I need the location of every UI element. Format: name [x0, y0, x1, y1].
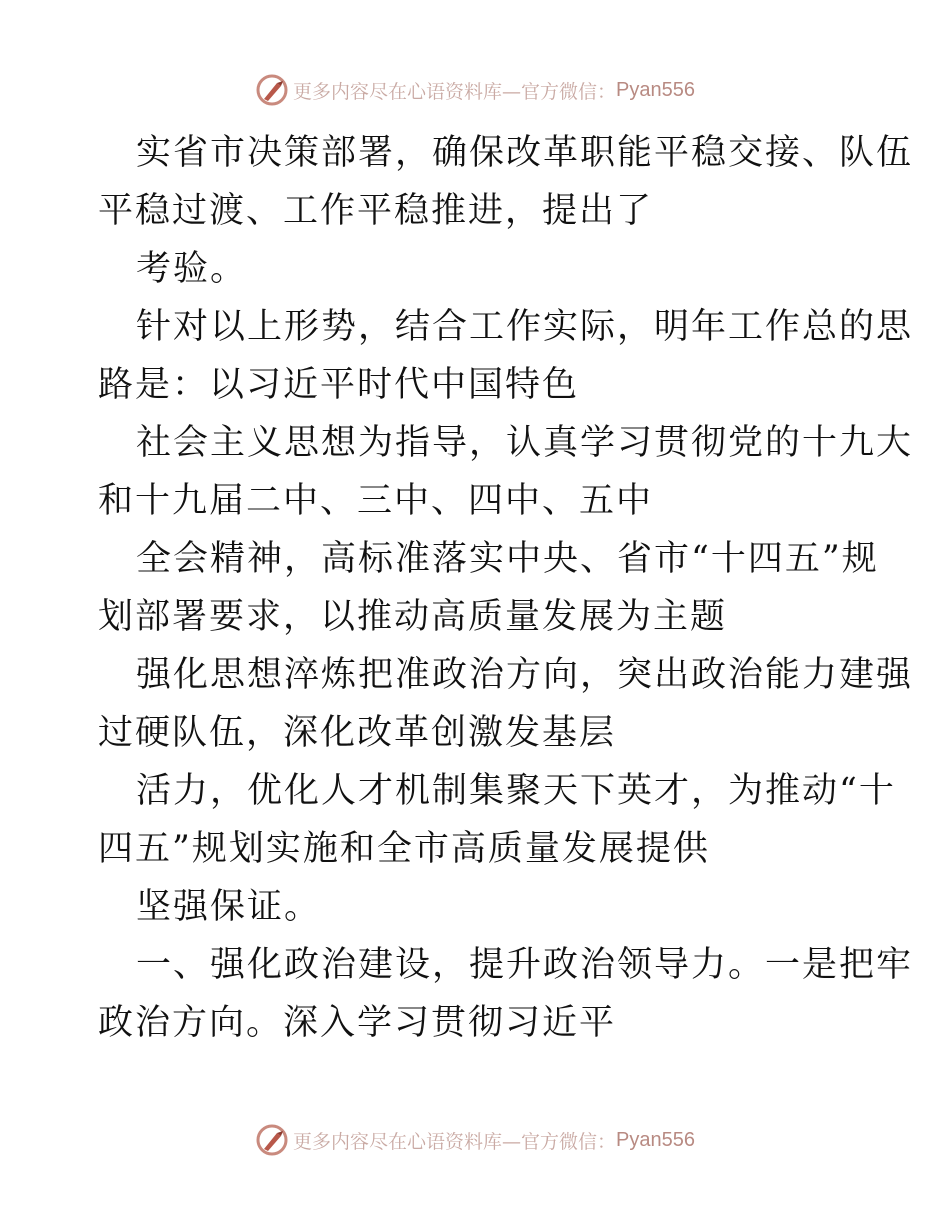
watermark-wechat-id: Pyan556 [616, 78, 695, 101]
paragraph [98, 530, 879, 646]
watermark-wechat-id: Pyan556 [616, 1128, 695, 1151]
text-line: 和十九届二中、三中、四中、五中 [98, 481, 654, 521]
pen-logo-icon [255, 73, 289, 107]
text-line: 划部署要求，以推动高质量发展为主题 [98, 597, 728, 637]
text-line: 活力，优化人才机制集聚天下英才，为推动“十 [136, 771, 896, 811]
text-line: 考验。 [136, 249, 248, 289]
text-line: 全会精神，高标准落实中央、省市“十四五”规 [136, 539, 879, 579]
paragraph [98, 124, 914, 240]
paragraph [98, 646, 914, 762]
paragraph [98, 878, 858, 936]
text-line: 坚强保证。 [136, 887, 322, 927]
text-line: 强化思想淬炼把准政治方向，突出政治能力建强 [136, 655, 914, 695]
text-line: 社会主义思想为指导，认真学习贯彻党的十九大 [136, 423, 914, 463]
text-line: 实省市决策部署，确保改革职能平稳交接、队伍 [136, 133, 914, 173]
pen-logo-icon [255, 1123, 289, 1157]
text-line: 路是：以习近平时代中国特色 [98, 365, 580, 405]
text-line: 平稳过渡、工作平稳推进，提出了 [98, 191, 654, 231]
watermark-text: 更多内容尽在心语资料库—官方微信： [293, 1130, 617, 1153]
paragraph [98, 240, 858, 298]
header-watermark [0, 70, 950, 110]
footer-watermark [0, 1120, 950, 1160]
text-line: 过硬队伍，深化改革创激发基层 [98, 713, 617, 753]
watermark-text: 更多内容尽在心语资料库—官方微信： [293, 80, 617, 103]
paragraph [98, 414, 914, 530]
paragraph [98, 298, 914, 414]
paragraph [98, 762, 896, 878]
text-line: 一、强化政治建设，提升政治领导力。一是把牢 [136, 945, 914, 985]
document-body [98, 124, 914, 1052]
paragraph [98, 936, 914, 1052]
text-line: 四五”规划实施和全市高质量发展提供 [98, 829, 710, 869]
text-line: 政治方向。深入学习贯彻习近平 [98, 1003, 617, 1043]
text-line: 针对以上形势，结合工作实际，明年工作总的思 [136, 307, 914, 347]
